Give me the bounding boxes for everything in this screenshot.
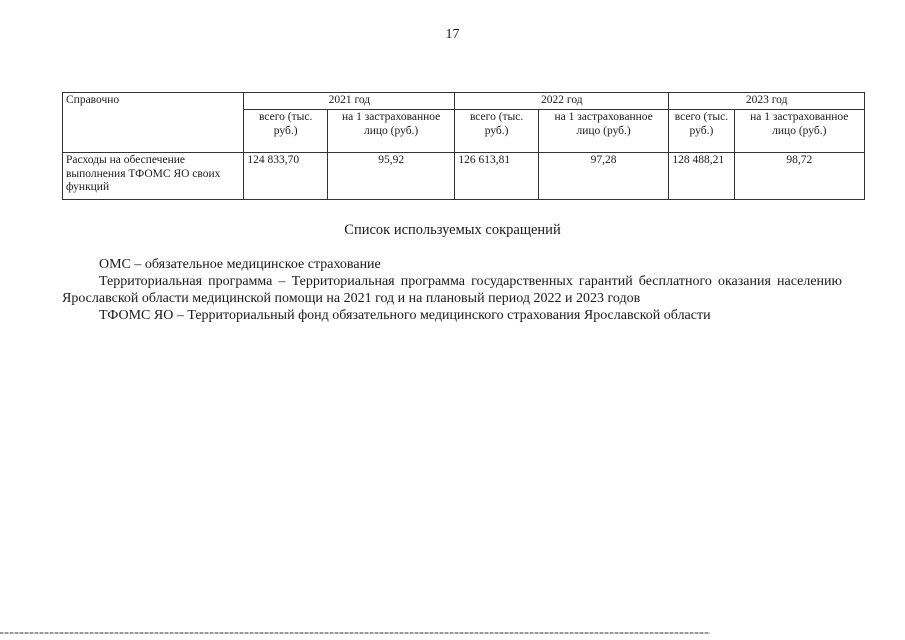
abbreviations-list bbox=[62, 256, 842, 324]
year-2021-header: 2021 год bbox=[244, 93, 455, 110]
year-2022-header: 2022 год bbox=[455, 93, 669, 110]
reference-table bbox=[62, 92, 865, 200]
row-label-cell: Расходы на обеспечение выполнения ТФОМС ЯО своих функций bbox=[63, 152, 244, 199]
abbreviation-item-oms: ОМС – обязательное медицинское страхование bbox=[99, 257, 381, 272]
value-per-person-2021: 95,92 bbox=[327, 152, 454, 199]
subheader-total-2023: всего (тыс. руб.) bbox=[669, 109, 734, 152]
value-total-2021: 124 833,70 bbox=[244, 152, 328, 199]
abbreviation-item-territorial-program: Территориальная программа – Территориальная программа государственных гарантий бесплатного оказания населению Ярославской области медицинской помощи на 2021 год и на плановый период 2022 и 2023 годов bbox=[62, 274, 842, 306]
abbreviation-item-tfoms: ТФОМС ЯО – Территориальный фонд обязательного медицинского страхования Ярославской области bbox=[99, 308, 711, 323]
table-row bbox=[63, 152, 865, 199]
value-per-person-2023: 98,72 bbox=[734, 152, 864, 199]
year-2023-header: 2023 год bbox=[669, 93, 865, 110]
subheader-total-2021: всего (тыс. руб.) bbox=[244, 109, 328, 152]
page-number: 17 bbox=[445, 27, 460, 42]
subheader-per-person-2021: на 1 застрахованное лицо (руб.) bbox=[327, 109, 454, 152]
scan-edge-artifact bbox=[0, 632, 710, 634]
subheader-total-2022: всего (тыс. руб.) bbox=[455, 109, 539, 152]
value-total-2022: 126 613,81 bbox=[455, 152, 539, 199]
subheader-per-person-2022: на 1 застрахованное лицо (руб.) bbox=[538, 109, 668, 152]
value-total-2023: 128 488,21 bbox=[669, 152, 734, 199]
table-header-row bbox=[63, 93, 865, 110]
value-per-person-2022: 97,28 bbox=[538, 152, 668, 199]
subheader-per-person-2023: на 1 застрахованное лицо (руб.) bbox=[734, 109, 864, 152]
abbreviations-title: Список используемых сокращений bbox=[344, 222, 561, 238]
header-label-cell: Справочно bbox=[63, 93, 244, 153]
